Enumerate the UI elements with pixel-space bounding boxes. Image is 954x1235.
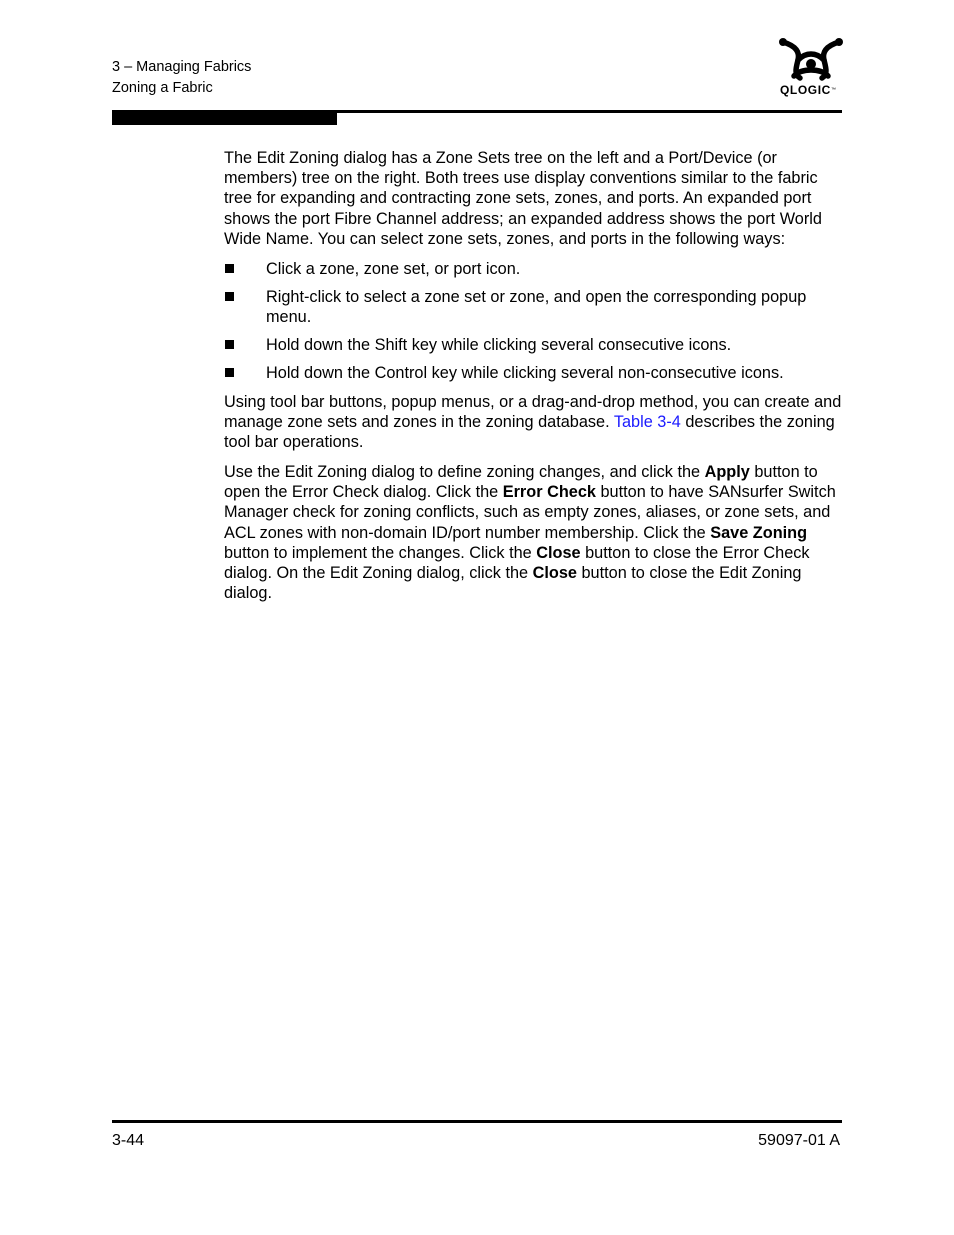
list-item: Hold down the Shift key while clicking several consecutive icons. xyxy=(224,335,844,355)
square-bullet-icon xyxy=(225,368,234,377)
paragraph-edit-zoning: Use the Edit Zoning dialog to define zoning changes, and click the Apply button to open the Error Check dialog. Click the Error Check button to have SANsurfer Switch Manager check for zoning conflicts, such as empty zones, aliases, or zone sets, and ACL zones with non-domain ID/port number membership. Click the Save Zoning button to implement the changes. Click the Close button to close the Error Check dialog. On the Edit Zoning dialog, click the Close button to close the Edit Zoning dialog. xyxy=(224,463,836,603)
square-bullet-icon xyxy=(225,292,234,301)
qlogic-logo xyxy=(778,38,844,100)
close-term: Close xyxy=(532,564,577,583)
paragraph-toolbar: Using tool bar buttons, popup menus, or a drag-and-drop method, you can create and manage zone sets and zones in the zoning database. Table 3-4 describes the zoning tool bar operations. xyxy=(224,392,842,452)
header-chapter: 3 – Managing Fabrics xyxy=(112,59,252,75)
error-check-term: Error Check xyxy=(502,483,596,502)
body-content xyxy=(224,148,844,613)
qlogic-logo-icon xyxy=(778,38,844,82)
list-item: Click a zone, zone set, or port icon. xyxy=(224,259,844,279)
footer-rule xyxy=(112,1120,842,1123)
square-bullet-icon xyxy=(225,264,234,273)
list-item: Right-click to select a zone set or zone, and open the corresponding popup menu. xyxy=(224,287,844,327)
apply-term: Apply xyxy=(704,463,750,482)
page-number: 3-44 xyxy=(112,1132,145,1149)
list-item: Hold down the Control key while clicking several non-consecutive icons. xyxy=(224,363,844,383)
table-3-4-link[interactable]: Table 3-4 xyxy=(613,413,681,432)
header-section: Zoning a Fabric xyxy=(112,80,213,96)
selection-methods-list xyxy=(224,259,844,383)
header-rule-block xyxy=(112,110,337,125)
square-bullet-icon xyxy=(225,340,234,349)
save-zoning-term: Save Zoning xyxy=(710,523,808,542)
close-term: Close xyxy=(536,543,581,562)
paragraph-intro: The Edit Zoning dialog has a Zone Sets tree on the left and a Port/Device (or members) tree on the right. Both trees use display conventions similar to the fabric tree for expanding and contracting zone sets, zones, and ports. An expanded port shows the port Fibre Channel address; an expanded address shows the port World Wide Name. You can select zone sets, zones, and ports in the following ways: xyxy=(224,149,822,248)
logo-wordmark: QLOGIC™ xyxy=(780,83,837,97)
document-number: 59097-01 A xyxy=(758,1132,840,1149)
